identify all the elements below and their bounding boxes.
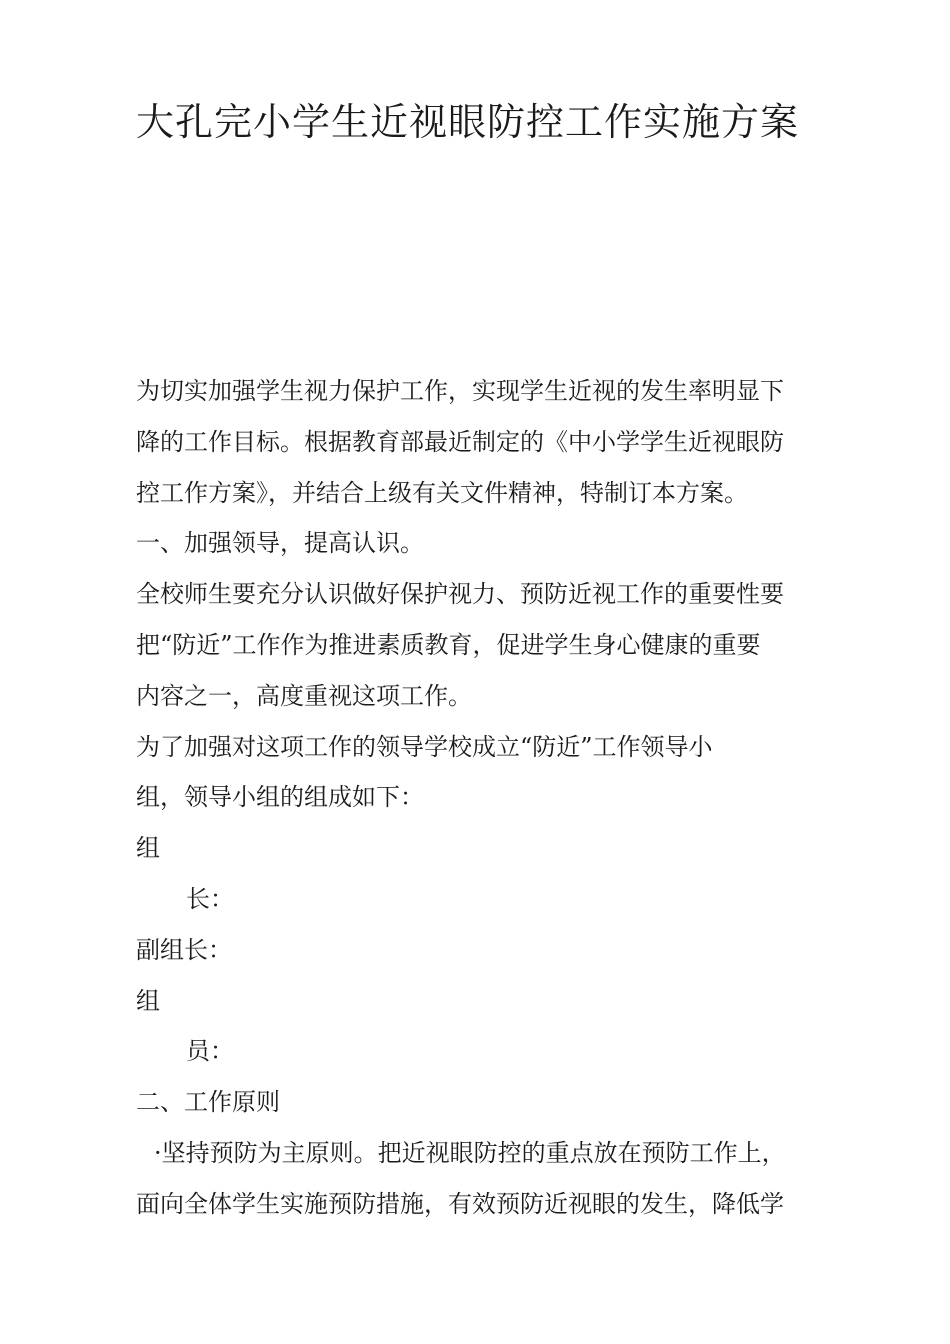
paragraph-line: 内容之一，高度重视这项工作。	[136, 681, 472, 710]
group-leader-label-cont: 长：	[186, 884, 234, 913]
group-leader-label: 组	[136, 834, 160, 863]
paragraph-line: 降的工作目标。根据教育部最近制定的《中小学学生近视眼防	[136, 427, 784, 456]
bullet-line: ·坚持预防为主原则。把近视眼防控的重点放在预防工作上，	[154, 1138, 786, 1167]
document-body	[136, 366, 828, 1230]
document-title: 大孔完小学生近视眼防控工作实施方案	[136, 100, 800, 144]
group-member-label: 组	[136, 986, 160, 1015]
paragraph-line: 面向全体学生实施预防措施，有效预防近视眼的发生，降低学	[136, 1189, 784, 1218]
paragraph-line: 全校师生要充分认识做好保护视力、预防近视工作的重要性要	[136, 580, 784, 609]
section-heading: 一、加强领导，提高认识。	[136, 529, 424, 558]
section-heading: 二、工作原则	[136, 1088, 280, 1117]
paragraph-line: 组，领导小组的组成如下：	[136, 783, 424, 812]
paragraph-line: 为切实加强学生视力保护工作，实现学生近视的发生率明显下	[136, 377, 784, 405]
paragraph-line: 为了加强对这项工作的领导学校成立“防近”工作领导小	[136, 732, 713, 761]
group-member-label-cont: 员：	[186, 1037, 234, 1066]
deputy-leader-label: 副组长：	[136, 935, 232, 964]
paragraph-line: 把“防近”工作作为推进素质教育，促进学生身心健康的重要	[136, 630, 761, 659]
paragraph-line: 控工作方案》，并结合上级有关文件精神，特制订本方案。	[136, 478, 748, 507]
